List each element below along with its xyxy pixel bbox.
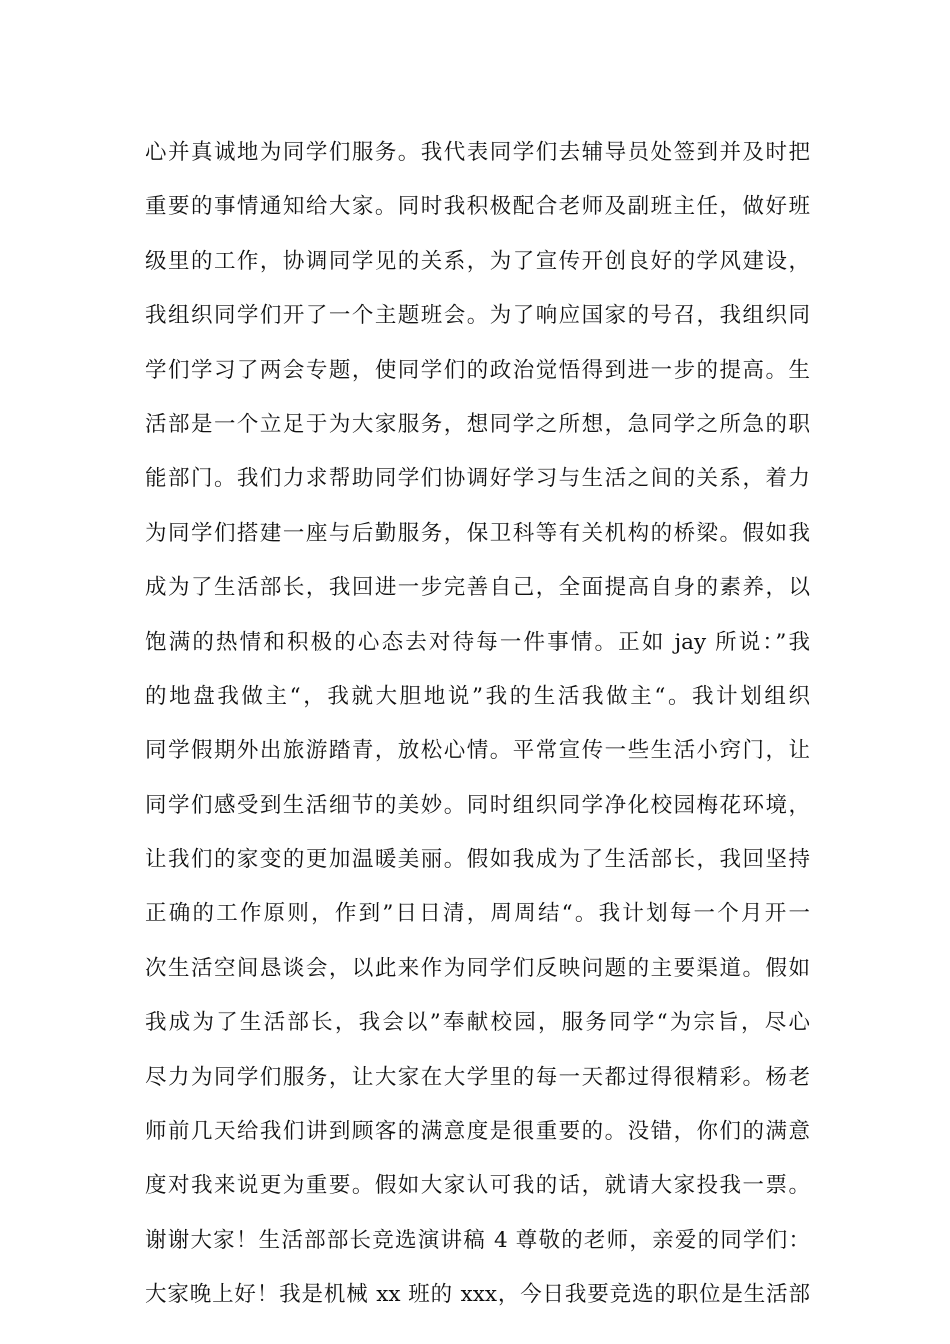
text-line-10: 饱满的热情和积极的心态去对待每一件事情。正如 jay 所说：”我 <box>145 629 810 655</box>
text-line-3: 级里的工作，协调同学见的关系，为了宣传开创良好的学风建设， <box>145 248 810 274</box>
text-line-20: 度对我来说更为重要。假如大家认可我的话，就请大家投我一票。 <box>145 1173 810 1199</box>
document-body <box>145 126 810 1323</box>
text-line-21: 谢谢大家！生活部部长竞选演讲稿 4 尊敬的老师，亲爱的同学们： <box>145 1227 810 1253</box>
text-line-18: 尽力为同学们服务，让大家在大学里的每一天都过得很精彩。杨老 <box>145 1064 810 1090</box>
text-line-17: 我成为了生活部长，我会以”奉献校园，服务同学“为宗旨，尽心 <box>145 1010 810 1036</box>
text-line-12: 同学假期外出旅游踏青，放松心情。平常宣传一些生活小窍门，让 <box>145 738 810 764</box>
text-line-9: 成为了生活部长，我回进一步完善自己，全面提高自身的素养，以 <box>145 575 810 601</box>
text-line-6: 活部是一个立足于为大家服务，想同学之所想，急同学之所急的职 <box>145 411 810 437</box>
text-line-8: 为同学们搭建一座与后勤服务，保卫科等有关机构的桥梁。假如我 <box>145 520 810 546</box>
text-line-5: 学们学习了两会专题，使同学们的政治觉悟得到进一步的提高。生 <box>145 357 810 383</box>
text-line-7: 能部门。我们力求帮助同学们协调好学习与生活之间的关系，着力 <box>145 466 810 492</box>
text-line-13: 同学们感受到生活细节的美妙。同时组织同学净化校园梅花环境， <box>145 792 810 818</box>
text-line-2: 重要的事情通知给大家。同时我积极配合老师及副班主任，做好班 <box>145 194 810 220</box>
text-line-22: 大家晚上好！我是机械 xx 班的 xxx，今日我要竞选的职位是生活部 <box>145 1282 810 1308</box>
text-line-14: 让我们的家变的更加温暖美丽。假如我成为了生活部长，我回坚持 <box>145 847 810 873</box>
text-line-16: 次生活空间恳谈会，以此来作为同学们反映问题的主要渠道。假如 <box>145 955 810 981</box>
text-line-19: 师前几天给我们讲到顾客的满意度是很重要的。没错，你们的满意 <box>145 1119 810 1145</box>
text-line-4: 我组织同学们开了一个主题班会。为了响应国家的号召，我组织同 <box>145 303 810 329</box>
text-line-1: 心并真诚地为同学们服务。我代表同学们去辅导员处签到并及时把 <box>145 140 810 165</box>
text-line-11: 的地盘我做主“，我就大胆地说”我的生活我做主“。我计划组织 <box>145 683 810 709</box>
text-line-15: 正确的工作原则，作到”日日清，周周结“。我计划每一个月开一 <box>145 901 810 927</box>
